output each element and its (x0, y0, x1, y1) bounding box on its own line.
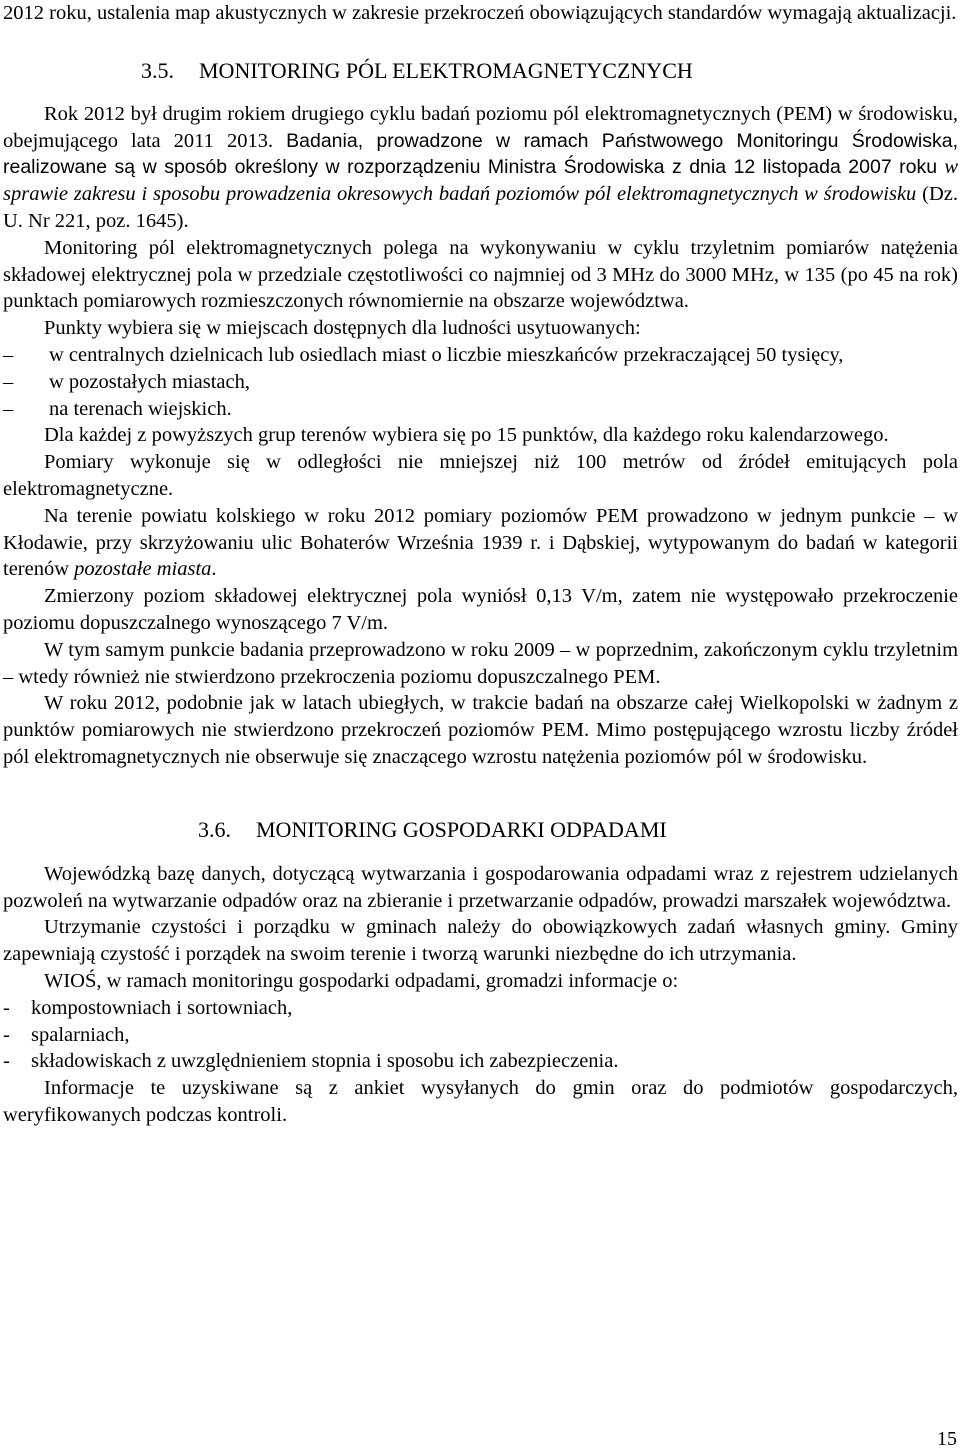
paragraph-2009 (3, 637, 958, 691)
text-span: wtedy również nie stwierdzono przekroczenia poziomu dopuszczalnego PEM. (18, 665, 661, 688)
dash: – (560, 638, 571, 661)
text-span: Rok 2012 był drugim rokiem drugiego cyklu badań poziomu pól elektromagnetycznych (PEM) w środowisku, obejmującego lata 2011 (3, 102, 958, 152)
paragraph-kolo-county (3, 503, 958, 583)
text-span: Na terenie powiatu kolskiego w roku 2012 pomiary poziomów PEM prowadzono w jednym punkcie (44, 504, 916, 527)
list-item-text: składowiskach z uwzględnieniem stopnia i sposobu ich zabezpieczenia. (31, 1050, 619, 1073)
list-item (3, 369, 958, 396)
section-heading-3-6 (3, 816, 958, 844)
facility-list (3, 995, 958, 1075)
list-item-text: na terenach wiejskich. (49, 397, 232, 420)
list-item (3, 1048, 958, 1075)
section-number: 3.5. (141, 57, 174, 83)
dash-bullet: – (3, 370, 14, 393)
paragraph-distance: Pomiary wykonuje się w odległości nie mniejszej niż 100 metrów od źródeł emitujących pola elektromagnetyczne. (3, 451, 958, 500)
area-list (3, 342, 958, 422)
dash-bullet: – (3, 397, 14, 420)
list-item-text: kompostowniach i sortowniach, (31, 996, 293, 1019)
paragraph-database: Wojewódzką bazę danych, dotyczącą wytwarzania i gospodarowania odpadami wraz z rejestrem udzielanych pozwoleń na wytwarzanie odpadów oraz na zbieranie i przetwarzanie odpadów, prowadzi marszałek województwa. (3, 862, 958, 912)
text-span: w poprzednim, zakończonym cyklu trzyletnim (575, 638, 959, 661)
list-item-text: w centralnych dzielnicach lub osiedlach miast o liczbie mieszkańców przekraczającej 50 tysięcy, (49, 343, 844, 366)
section-title: MONITORING GOSPODARKI ODPADAMI (256, 816, 667, 842)
section-number: 3.6. (198, 816, 231, 842)
text-span: . (211, 558, 217, 581)
text-span: Badania, prowadzone w ramach Państwowego Monitoringu Środowiska, realizowane są w sposób określony w rozporządzeniu Ministra Środowiska z dnia 12 listopada 2007 roku (3, 129, 958, 179)
paragraph-pem-method: Monitoring pól elektromagnetycznych polega na wykonywaniu w cyklu trzyletnim pomiarów natężenia składowej elektrycznej pola w przedziale częstotliwości co najmniej od 3 MHz do 3000 MHz, w 135 (po 45 na rok) punktach pomiarowych rozmieszczonych równomiernie na obszarze województwa. (3, 236, 958, 313)
paragraph-pem-intro (3, 101, 958, 235)
list-item (3, 396, 958, 423)
dash: – (3, 665, 14, 688)
list-item-text: spalarniach, (31, 1023, 130, 1046)
section-heading-3-5 (3, 57, 958, 85)
regulation-title: w sprawie zakresu i sposobu prowadzenia okresowych badań poziomów pól elektromagnetycznych w środowisku (3, 156, 958, 206)
list-item (3, 1022, 958, 1049)
paragraph-15-points: Dla każdej z powyższych grup terenów wybiera się po 15 punktów, dla każdego roku kalendarzowego. (44, 424, 889, 447)
paragraph-noise-maps: 2012 roku, ustalenia map akustycznych w zakresie przekroczeń obowiązujących standardów wymagają aktualizacji. (3, 2, 957, 24)
hyphen-bullet: - (3, 996, 10, 1019)
list-item-text: w pozostałych miastach, (49, 370, 250, 393)
text-span: 2013. (226, 129, 274, 152)
document-page (3, 0, 958, 1129)
paragraph-points: Punkty wybiera się w miejscach dostępnych dla ludności usytuowanych: (44, 317, 641, 340)
paragraph-measured-level: Zmierzony poziom składowej elektrycznej pola wyniósł 0,13 V/m, zatem nie występowało przekroczenie poziomu dopuszczalnego wynoszącego 7 V/m. (3, 585, 958, 634)
section-title: MONITORING PÓL ELEKTROMAGNETYCZNYCH (199, 57, 693, 83)
text-span: W tym samym punkcie badania przeprowadzono w roku 2009 (44, 638, 555, 661)
category-name: pozostałe miasta (74, 558, 212, 581)
hyphen-bullet: - (3, 1023, 10, 1046)
paragraph-wios: WIOŚ, w ramach monitoringu gospodarki odpadami, gromadzi informacje o: (44, 969, 679, 992)
paragraph-wielkopolska: W roku 2012, podobnie jak w latach ubiegłych, w trakcie badań na obszarze całej Wielkopolski w żadnym z punktów pomiarowych nie stwierdzono przekroczeń poziomów PEM. Mimo postępującego wzrostu liczby źródeł pól elektromagnetycznych nie obserwuje się znaczącego wzrostu natężenia poziomów pól w środowisku. (3, 692, 958, 768)
page-number: 15 (937, 1428, 957, 1450)
dash: – (924, 504, 935, 527)
paragraph-cleanliness: Utrzymanie czystości i porządku w gminach należy do obowiązkowych zadań własnych gminy. Gminy zapewniają czystość i porządek na swoim terenie i tworzą warunki niezbędne do ich utrzymania. (3, 916, 958, 966)
text-span: (Dz. U. Nr 221, poz. 1645). (3, 183, 958, 232)
dash-bullet: – (3, 343, 14, 366)
paragraph-surveys: Informacje te uzyskiwane są z ankiet wysyłanych do gmin oraz do podmiotów gospodarczych, weryfikowanych podczas kontroli. (3, 1077, 958, 1126)
list-item (3, 995, 958, 1022)
list-item (3, 342, 958, 369)
hyphen-bullet: - (3, 1050, 10, 1073)
text-span: w Kłodawie, przy skrzyżowaniu ulic Bohaterów Września 1939 r. i Dąbskiej, wytypowanym do badań w kategorii terenów (3, 504, 959, 581)
